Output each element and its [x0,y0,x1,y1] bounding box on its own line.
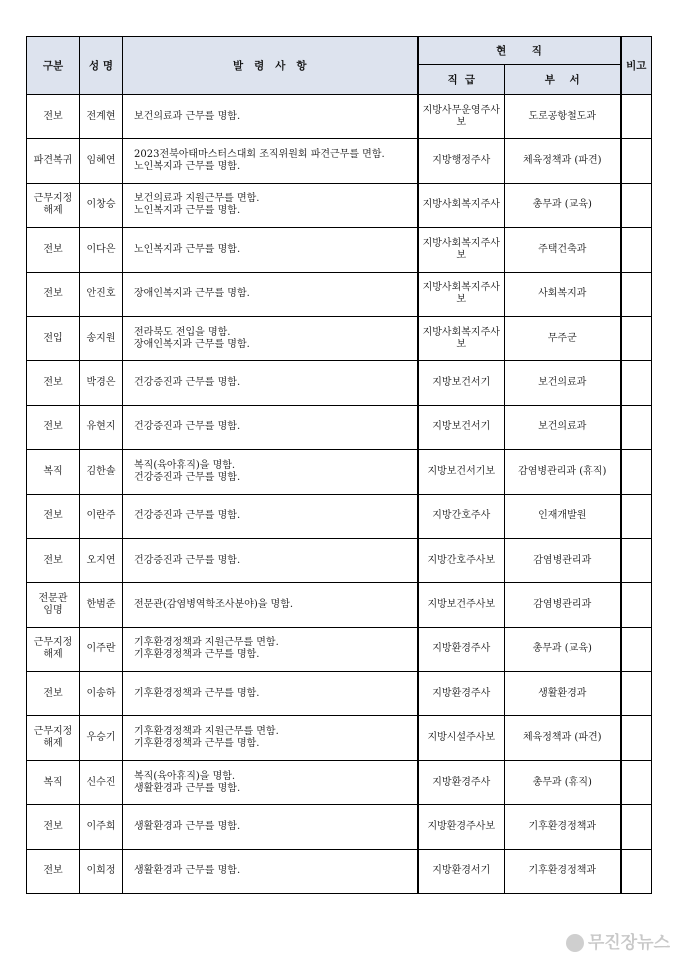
header-order: 발 령 사 항 [123,37,418,95]
row-note [621,405,652,449]
row-category: 근무지정 해제 [27,716,80,760]
row-order-content [123,805,418,849]
table-row [27,494,652,538]
row-rank: 지방보건서기 [418,405,505,449]
table-row [27,361,652,405]
row-category: 전보 [27,405,80,449]
row-note [621,139,652,183]
row-name: 전계현 [80,95,123,139]
row-rank: 지방환경주사 [418,627,505,671]
row-order-content [123,849,418,893]
table-row [27,583,652,627]
row-name: 우승기 [80,716,123,760]
table-row [27,849,652,893]
row-rank: 지방사무운영주사보 [418,95,505,139]
row-name: 이창승 [80,183,123,227]
row-category: 근무지정 해제 [27,183,80,227]
order-line: 기후환경정책과 지원근무를 면함. [134,637,279,649]
header-category: 구분 [27,37,80,95]
row-category: 전보 [27,361,80,405]
row-order-content [123,627,418,671]
row-note [621,272,652,316]
row-note [621,95,652,139]
row-rank: 지방환경주사 [418,672,505,716]
row-order-content [123,272,418,316]
row-category: 전보 [27,494,80,538]
row-note [621,672,652,716]
row-name: 박경은 [80,361,123,405]
row-category: 전보 [27,538,80,582]
row-name: 이다은 [80,228,123,272]
row-department: 총무과 (휴직) [505,760,621,804]
order-line: 2023전북아태마스터스대회 조직위원회 파견근무를 면함. [134,149,385,161]
row-rank: 지방보건주사보 [418,583,505,627]
row-category: 전문관 임명 [27,583,80,627]
row-name: 안진호 [80,272,123,316]
row-order-content [123,450,418,494]
row-rank: 지방환경서기 [418,849,505,893]
row-category: 복직 [27,760,80,804]
row-rank: 지방보건서기보 [418,450,505,494]
order-line: 노인복지과 근무를 명함. [134,161,241,173]
row-name: 유현지 [80,405,123,449]
table-row [27,228,652,272]
order-line: 생활환경과 근무를 명함. [134,820,241,832]
header-rank: 직 급 [418,65,505,95]
table-row [27,183,652,227]
row-department: 도로공항철도과 [505,95,621,139]
order-line: 장애인복지과 근무를 명함. [134,338,250,350]
order-line: 기후환경정책과 근무를 명함. [134,738,260,750]
row-order-content [123,405,418,449]
row-category: 파견복귀 [27,139,80,183]
row-department: 생활환경과 [505,672,621,716]
watermark-logo-icon [566,934,584,952]
order-line: 건강증진과 근무를 명함. [134,554,241,566]
table-row [27,405,652,449]
row-name: 오지연 [80,538,123,582]
row-name: 김한솔 [80,450,123,494]
row-department: 기후환경정책과 [505,849,621,893]
row-rank: 지방환경주사보 [418,805,505,849]
row-rank: 지방시설주사보 [418,716,505,760]
row-note [621,805,652,849]
row-note [621,361,652,405]
table-row [27,272,652,316]
row-note [621,183,652,227]
table-row [27,716,652,760]
row-department: 체육정책과 (파견) [505,139,621,183]
row-note [621,849,652,893]
order-line: 기후환경정책과 지원근무를 면함. [134,726,279,738]
row-name: 이희정 [80,849,123,893]
row-category: 전보 [27,95,80,139]
row-name: 송지원 [80,316,123,360]
table-header [27,37,652,95]
table-row [27,672,652,716]
row-note [621,538,652,582]
table-row [27,316,652,360]
row-category: 복직 [27,450,80,494]
order-line: 건강증진과 근무를 명함. [134,421,241,433]
row-name: 신수진 [80,760,123,804]
row-name: 한범준 [80,583,123,627]
row-order-content [123,716,418,760]
row-rank: 지방환경주사 [418,760,505,804]
row-note [621,627,652,671]
row-order-content [123,583,418,627]
row-department: 보건의료과 [505,361,621,405]
row-category: 근무지정 해제 [27,627,80,671]
row-rank: 지방사회복지주사보 [418,228,505,272]
row-order-content [123,139,418,183]
row-department: 체육정책과 (파견) [505,716,621,760]
row-rank: 지방간호주사보 [418,538,505,582]
row-order-content [123,95,418,139]
table-row [27,450,652,494]
row-category: 전보 [27,272,80,316]
row-department: 보건의료과 [505,405,621,449]
row-order-content [123,361,418,405]
table-row [27,627,652,671]
row-rank: 지방사회복지주사보 [418,272,505,316]
row-note [621,316,652,360]
row-department: 총무과 (교육) [505,627,621,671]
row-note [621,494,652,538]
order-line: 생활환경과 근무를 명함. [134,782,241,794]
row-rank: 지방보건서기 [418,361,505,405]
row-order-content [123,538,418,582]
row-name: 이란주 [80,494,123,538]
order-line: 건강증진과 근무를 명함. [134,471,241,483]
row-rank: 지방행정주사 [418,139,505,183]
row-department: 사회복지과 [505,272,621,316]
row-rank: 지방사회복지주사 [418,183,505,227]
row-department: 무주군 [505,316,621,360]
row-note [621,583,652,627]
order-line: 보건의료과 근무를 명함. [134,110,241,122]
watermark-text: 무진장뉴스 [587,933,670,953]
row-note [621,716,652,760]
order-line: 장애인복지과 근무를 명함. [134,288,250,300]
order-line: 보건의료과 지원근무를 면함. [134,193,260,205]
header-note: 비고 [621,37,652,95]
row-department: 기후환경정책과 [505,805,621,849]
row-name: 임혜연 [80,139,123,183]
header-name: 성 명 [80,37,123,95]
order-line: 노인복지과 근무를 명함. [134,243,241,255]
row-name: 이송하 [80,672,123,716]
personnel-order-table [26,36,652,894]
order-line: 노인복지과 근무를 명함. [134,205,241,217]
row-note [621,760,652,804]
row-note [621,228,652,272]
row-order-content [123,760,418,804]
order-line: 전라북도 전입을 명함. [134,326,231,338]
row-order-content [123,494,418,538]
table-row [27,760,652,804]
row-order-content [123,316,418,360]
row-department: 감염병관리과 (휴직) [505,450,621,494]
order-line: 전문관(감염병역학조사분야)을 명함. [134,598,294,610]
row-category: 전보 [27,849,80,893]
row-order-content [123,672,418,716]
row-department: 총무과 (교육) [505,183,621,227]
header-current: 현 직 [418,37,621,65]
row-category: 전입 [27,316,80,360]
row-department: 감염병관리과 [505,583,621,627]
row-department: 주택건축과 [505,228,621,272]
order-line: 기후환경정책과 근무를 명함. [134,649,260,661]
row-category: 전보 [27,228,80,272]
row-name: 이주희 [80,805,123,849]
row-department: 인재개발원 [505,494,621,538]
row-rank: 지방사회복지주사보 [418,316,505,360]
order-line: 생활환경과 근무를 명함. [134,865,241,877]
order-line: 복직(육아휴직)을 명함. [134,770,236,782]
header-department: 부 서 [505,65,621,95]
table-row [27,139,652,183]
order-line: 건강증진과 근무를 명함. [134,510,241,522]
row-department: 감염병관리과 [505,538,621,582]
order-line: 기후환경정책과 근무를 명함. [134,687,260,699]
row-category: 전보 [27,672,80,716]
row-name: 이주란 [80,627,123,671]
table-row [27,95,652,139]
table-body [27,95,652,894]
row-rank: 지방간호주사 [418,494,505,538]
order-line: 복직(육아휴직)을 명함. [134,459,236,471]
row-category: 전보 [27,805,80,849]
order-line: 건강증진과 근무를 명함. [134,377,241,389]
table-row [27,538,652,582]
row-order-content [123,183,418,227]
row-note [621,450,652,494]
watermark [566,928,670,953]
row-order-content [123,228,418,272]
table-row [27,805,652,849]
